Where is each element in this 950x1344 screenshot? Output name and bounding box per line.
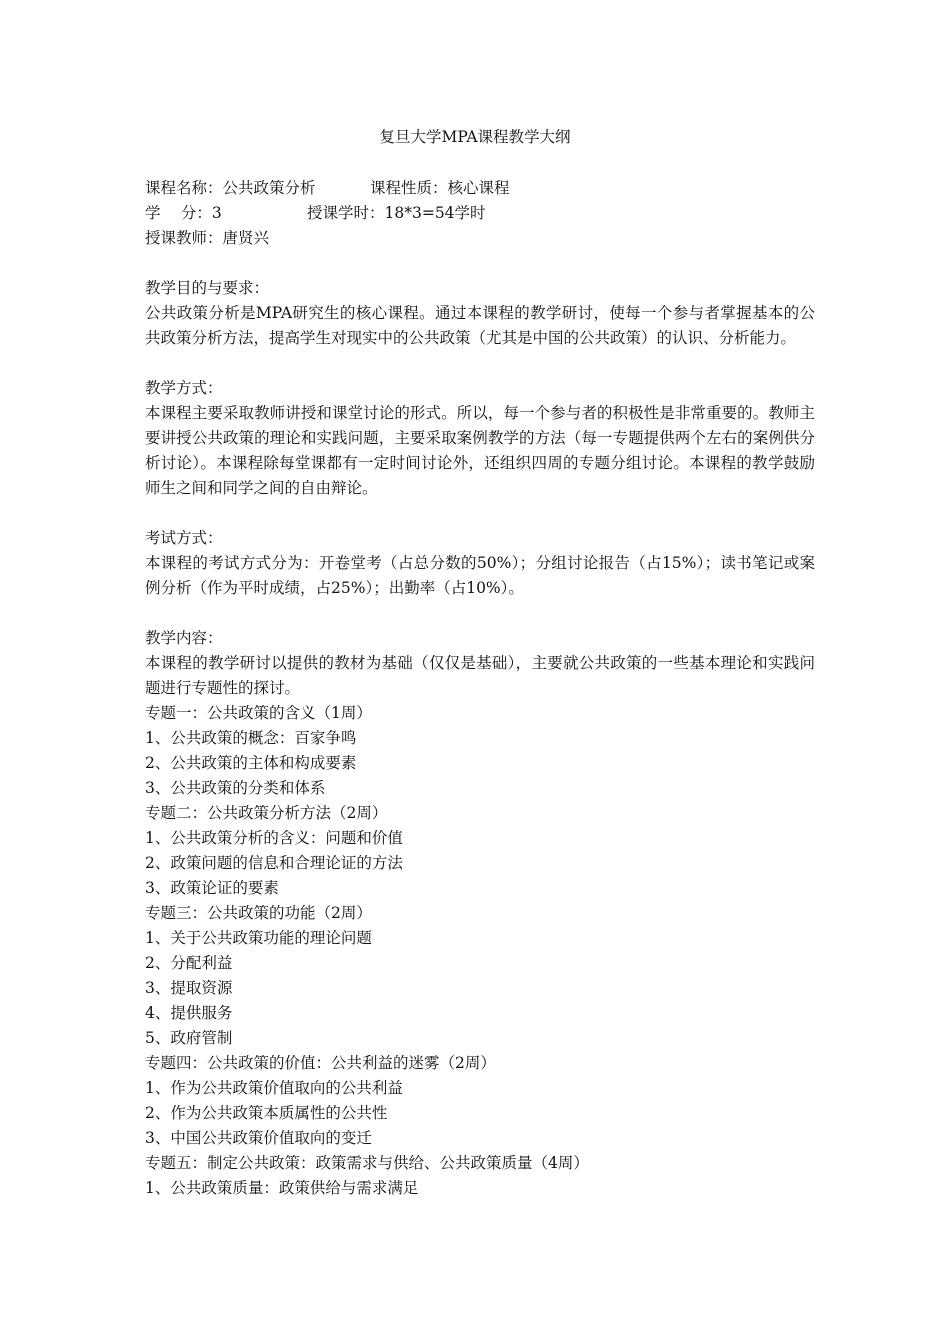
content-outline [145, 701, 815, 1201]
outline-line: 3、提取资源 [145, 979, 233, 997]
document-body [145, 176, 815, 1201]
outline-line: 2、公共政策的主体和构成要素 [145, 754, 357, 772]
exam-heading: 考试方式： [145, 529, 223, 547]
outline-line: 专题四：公共政策的价值：公共利益的迷雾（2周） [145, 1054, 496, 1072]
exam-text: 本课程的考试方式分为：开卷堂考（占总分数的50%）；分组讨论报告（占15%）；读书笔记或案例分析（作为平时成绩，占25%）；出勤率（占10%）。 [145, 554, 815, 597]
course-teacher: 授课教师：唐贤兴 [145, 229, 270, 247]
course-name: 课程名称：公共政策分析 [145, 179, 316, 197]
info-row-1 [145, 176, 815, 201]
outline-line: 1、公共政策质量：政策供给与需求满足 [145, 1179, 419, 1197]
course-credits: 学 分：3 [145, 204, 222, 222]
outline-line: 3、中国公共政策价值取向的变迁 [145, 1129, 372, 1147]
content-intro: 本课程的教学研讨以提供的教材为基础（仅仅是基础），主要就公共政策的一些基本理论和实践问题进行专题性的探讨。 [145, 654, 815, 697]
outline-line: 1、作为公共政策价值取向的公共利益 [145, 1079, 403, 1097]
outline-line: 4、提供服务 [145, 1004, 233, 1022]
outline-line: 2、作为公共政策本质属性的公共性 [145, 1104, 388, 1122]
outline-line: 2、政策问题的信息和合理论证的方法 [145, 854, 403, 872]
content-heading: 教学内容： [145, 629, 223, 647]
outline-line: 专题五：制定公共政策：政策需求与供给、公共政策质量（4周） [145, 1154, 589, 1172]
info-row-2 [145, 201, 815, 226]
outline-line: 专题三：公共政策的功能（2周） [145, 904, 372, 922]
outline-line: 1、公共政策分析的含义：问题和价值 [145, 829, 403, 847]
spacer [145, 351, 815, 376]
document-title: 复旦大学MPA课程教学大纲 [379, 128, 571, 146]
course-hours: 授课学时：18*3=54学时 [307, 204, 486, 222]
method-heading: 教学方式： [145, 379, 223, 397]
spacer [145, 601, 815, 626]
outline-line: 3、政策论证的要素 [145, 879, 279, 897]
outline-line: 1、公共政策的概念：百家争鸣 [145, 729, 357, 747]
spacer [145, 501, 815, 526]
outline-line: 1、关于公共政策功能的理论问题 [145, 929, 372, 947]
course-type: 课程性质：核心课程 [370, 179, 510, 197]
outline-line: 5、政府管制 [145, 1029, 233, 1047]
spacer [145, 251, 815, 276]
method-text: 本课程主要采取教师讲授和课堂讨论的形式。所以，每一个参与者的积极性是非常重要的。教师主要讲授公共政策的理论和实践问题，主要采取案例教学的方法（每一专题提供两个左右的案例供分析讨论）。本课程除每堂课都有一定时间讨论外，还组织四周的专题分组讨论。本课程的教学鼓励师生之间和同学之间的自由辩论。 [145, 404, 815, 497]
outline-line: 3、公共政策的分类和体系 [145, 779, 326, 797]
goals-text: 公共政策分析是MPA研究生的核心课程。通过本课程的教学研讨，使每一个参与者掌握基本的公共政策分析方法，提高学生对现实中的公共政策（尤其是中国的公共政策）的认识、分析能力。 [145, 304, 815, 347]
outline-line: 专题二：公共政策分析方法（2周） [145, 804, 388, 822]
info-row-3 [145, 226, 815, 251]
outline-line: 2、分配利益 [145, 954, 233, 972]
goals-heading: 教学目的与要求： [145, 279, 270, 297]
outline-line: 专题一：公共政策的含义（1周） [145, 704, 372, 722]
